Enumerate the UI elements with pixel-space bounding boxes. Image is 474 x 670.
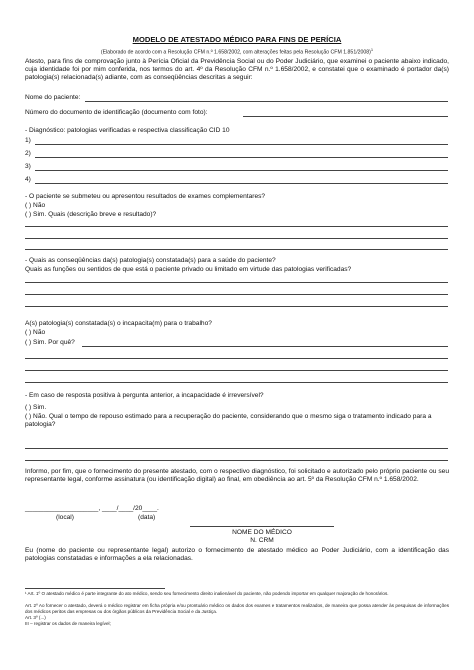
footnote-2: Art. 2º Ao fornecer o atestado, deverá o médico registrar em ficha própria e/ou prontuário médico os dados dos exames e tratamentos realizados, de maneira que possa atender às pesquisas de informações dos médicos peritos das empresas ou dos órgãos públicos da Previdência Social e da Justiça. [25, 603, 449, 614]
answer-line[interactable] [25, 382, 448, 383]
document-title: MODELO DE ATESTADO MÉDICO PARA FINS DE PERÍCIA [132, 35, 342, 44]
irreversible-option-yes[interactable]: ( ) Sim. [25, 404, 47, 411]
answer-line[interactable] [25, 460, 448, 461]
diagnosis-field[interactable] [35, 144, 448, 145]
footnote-separator [25, 588, 165, 589]
diagnosis-item [25, 137, 448, 146]
answer-line[interactable] [25, 448, 448, 449]
consequences-subquestion: Quais as funções ou sentidos de que está o paciente privado ou limitado em virtude das patologias verificadas? [25, 266, 352, 273]
answer-line[interactable] [25, 370, 448, 371]
doctor-crm: N. CRM [250, 537, 274, 544]
diagnosis-item-number: 4) [25, 176, 31, 183]
patient-doc-field[interactable] [243, 116, 448, 117]
exams-option-yes[interactable]: ( ) Sim. Quais (descrição breve e resultado)? [25, 211, 157, 218]
footnote-1: ¹ Art. 1º O atestado médico é parte integrante do ato médico, sendo seu fornecimento direito inalienável do paciente, não podendo importar em qualquer majoração de honorários. [25, 591, 389, 596]
answer-line[interactable] [25, 358, 448, 359]
place-date-line[interactable]: ____________________, ____/____/20____. [25, 505, 159, 512]
patient-name-label: Nome do paciente: [25, 94, 81, 101]
irreversible-option-no[interactable]: ( ) Não. Qual o tempo de repouso estimado para a recuperação do paciente, considerando que o mesmo siga o tratamento indicado para a patologia? [25, 413, 432, 429]
footnote-3: Art. 3º (...) [25, 615, 46, 620]
diagnosis-item-number: 2) [25, 150, 31, 157]
exams-option-no[interactable]: ( ) Não [25, 202, 46, 209]
incapacity-option-no[interactable]: ( ) Não [25, 329, 46, 336]
exams-question: - O paciente se submeteu ou apresentou resultados de exames complementares? [25, 193, 266, 200]
authorization-paragraph: Eu (nome do paciente ou representante legal) autorizo o fornecimento de atestado médico ao Poder Judiciário, com a identificação das patologias constatadas e informações a ela relacionadas. [25, 547, 449, 563]
answer-line[interactable] [25, 306, 448, 307]
consequences-question: - Quais as conseqüências da(s) patologia(s) constatada(s) para a saúde do paciente? [25, 257, 276, 264]
diagnosis-item [25, 163, 448, 172]
doctor-name: NOME DO MÉDICO [232, 529, 292, 536]
closing-paragraph: Informo, por fim, que o fornecimento do presente atestado, com o respectivo diagnóstico, foi solicitado e autorizado pelo próprio paciente ou seu representante legal, conforme assinatura (ou identificação digital) ao final, em obediência ao art. 5º da Resolução CFM n.º 1.658/2002. [25, 468, 449, 484]
diagnosis-label: - Diagnóstico: patologias verificadas e respectiva classificação CID 10 [25, 127, 230, 134]
doctor-signature-line[interactable] [190, 526, 334, 527]
diagnosis-item-number: 3) [25, 163, 31, 170]
answer-line[interactable] [25, 238, 448, 239]
place-label: (local) [56, 514, 74, 521]
diagnosis-field[interactable] [35, 157, 448, 158]
diagnosis-item [25, 176, 448, 185]
subtitle-text: (Elaborado de acordo com a Resolução CFM n.º 1.658/2002, com alterações feitas pela Resolução CFM 1.851/2008) [100, 49, 371, 56]
incapacity-option-yes[interactable]: ( ) Sim. Por quê? [25, 339, 75, 346]
answer-line[interactable] [25, 294, 448, 295]
patient-doc-label: Número do documento de identificação (documento com foto): [25, 109, 208, 116]
incapacity-question: A(s) patologia(s) constatada(s) o incapacita(m) para o trabalho? [25, 320, 212, 327]
irreversible-question: - Em caso de resposta positiva à pergunta anterior, a incapacidade é irreversível? [25, 392, 264, 399]
answer-line[interactable] [25, 282, 448, 283]
answer-line[interactable] [82, 346, 448, 347]
diagnosis-field[interactable] [35, 170, 448, 171]
patient-name-field[interactable] [85, 101, 448, 102]
footnote-4: III – registrar os dados de maneira legível; [25, 621, 111, 626]
date-label: (data) [138, 514, 156, 521]
patient-doc-row [25, 109, 448, 118]
intro-paragraph: Atesto, para fins de comprovação junto à Perícia Oficial da Previdência Social ou do Poder Judiciário, que examinei o paciente abaixo indicado, cuja identidade foi por mim conferida, nos termos do art. 4º da Resolução CFM n.º 1.658/2002, e constatei que o examinado é portador da(s) patologia(s) relacionada(s) adiante, com as conseqüências descritas a seguir: [25, 58, 449, 82]
patient-name-row [25, 94, 448, 103]
answer-line[interactable] [25, 249, 448, 250]
document-subtitle [0, 46, 474, 57]
subtitle-footnote-ref: 1 [370, 47, 374, 52]
diagnosis-item-number: 1) [25, 137, 31, 144]
diagnosis-item [25, 150, 448, 159]
answer-line[interactable] [25, 226, 448, 227]
diagnosis-field[interactable] [35, 183, 448, 184]
